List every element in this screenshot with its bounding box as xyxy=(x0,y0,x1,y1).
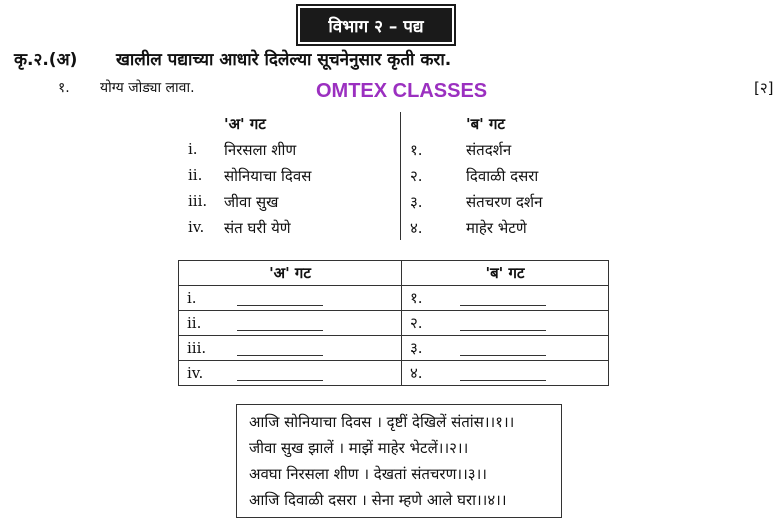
answer-blank[interactable] xyxy=(460,366,546,381)
marks-label: [२] xyxy=(754,79,774,97)
answer-num-b: ४. xyxy=(410,364,423,382)
poem-line: आजि दिवाळी दसरा । सेना म्हणे आले घरा।।४।। xyxy=(249,491,507,509)
answer-num-a: iii. xyxy=(187,339,207,357)
group-a-item: सोनियाचा दिवस xyxy=(224,167,312,185)
answer-cell-b[interactable] xyxy=(402,336,609,361)
group-a-num: ii. xyxy=(188,166,203,184)
group-a-header: 'अ' गट xyxy=(224,115,266,133)
group-b-num: १. xyxy=(410,141,423,159)
answer-cell-a[interactable] xyxy=(179,286,402,311)
answer-blank[interactable] xyxy=(460,291,546,306)
answer-cell-b[interactable] xyxy=(402,361,609,386)
group-b-item: दिवाळी दसरा xyxy=(466,167,539,185)
group-a-item: संत घरी येणे xyxy=(224,219,291,237)
group-b-item: माहेर भेटणे xyxy=(466,219,527,237)
answer-num-a: ii. xyxy=(187,314,202,332)
answer-blank[interactable] xyxy=(460,341,546,356)
answer-header-a: 'अ' गट xyxy=(179,261,402,286)
group-a-num: i. xyxy=(188,140,198,158)
group-b-num: ४. xyxy=(410,219,423,237)
group-b-item: संतदर्शन xyxy=(466,141,512,159)
answer-blank[interactable] xyxy=(237,291,323,306)
answer-cell-b[interactable] xyxy=(402,286,609,311)
answer-table-header xyxy=(179,261,609,286)
answer-cell-b[interactable] xyxy=(402,311,609,336)
poem-box xyxy=(236,404,562,518)
answer-table xyxy=(178,260,609,386)
answer-num-b: १. xyxy=(410,289,423,307)
watermark: OMTEX CLASSES xyxy=(316,80,488,102)
answer-num-b: २. xyxy=(410,314,423,332)
group-b-num: २. xyxy=(410,167,423,185)
question-number: कृ.२.(अ) xyxy=(14,50,78,70)
group-b-item: संतचरण दर्शन xyxy=(466,193,543,211)
table-row xyxy=(179,361,609,386)
group-a-item: निरसला शीण xyxy=(224,141,297,159)
answer-cell-a[interactable] xyxy=(179,311,402,336)
answer-header-b: 'ब' गट xyxy=(402,261,609,286)
answer-blank[interactable] xyxy=(460,316,546,331)
answer-blank[interactable] xyxy=(237,366,323,381)
group-b-num: ३. xyxy=(410,193,423,211)
group-a-num: iii. xyxy=(188,192,208,210)
question-text: खालील पद्याच्या आधारे दिलेल्या सूचनेनुसार कृती करा. xyxy=(116,50,452,70)
answer-cell-a[interactable] xyxy=(179,361,402,386)
answer-blank[interactable] xyxy=(237,341,323,356)
group-b-header: 'ब' गट xyxy=(466,115,505,133)
group-a-item: जीवा सुख xyxy=(224,193,279,211)
table-row xyxy=(179,286,609,311)
column-divider xyxy=(400,112,401,240)
answer-blank[interactable] xyxy=(237,316,323,331)
table-row xyxy=(179,311,609,336)
sub-question-number: १. xyxy=(58,80,70,96)
answer-num-a: iv. xyxy=(187,364,204,382)
poem-line: जीवा सुख झालें । माझें माहेर भेटलें।।२।। xyxy=(249,439,469,457)
answer-num-a: i. xyxy=(187,289,197,307)
sub-question-text: योग्य जोड्या लावा. xyxy=(100,80,195,96)
table-row xyxy=(179,336,609,361)
section-title: विभाग २ – पद्य xyxy=(300,8,452,42)
poem-line: अवघा निरसला शीण । देखतां संतचरण।।३।। xyxy=(249,465,487,483)
answer-cell-a[interactable] xyxy=(179,336,402,361)
answer-num-b: ३. xyxy=(410,339,423,357)
group-a-num: iv. xyxy=(188,218,205,236)
poem-line: आजि सोनियाचा दिवस । दृष्टीं देखिलें संतांस।।१।। xyxy=(249,413,515,431)
